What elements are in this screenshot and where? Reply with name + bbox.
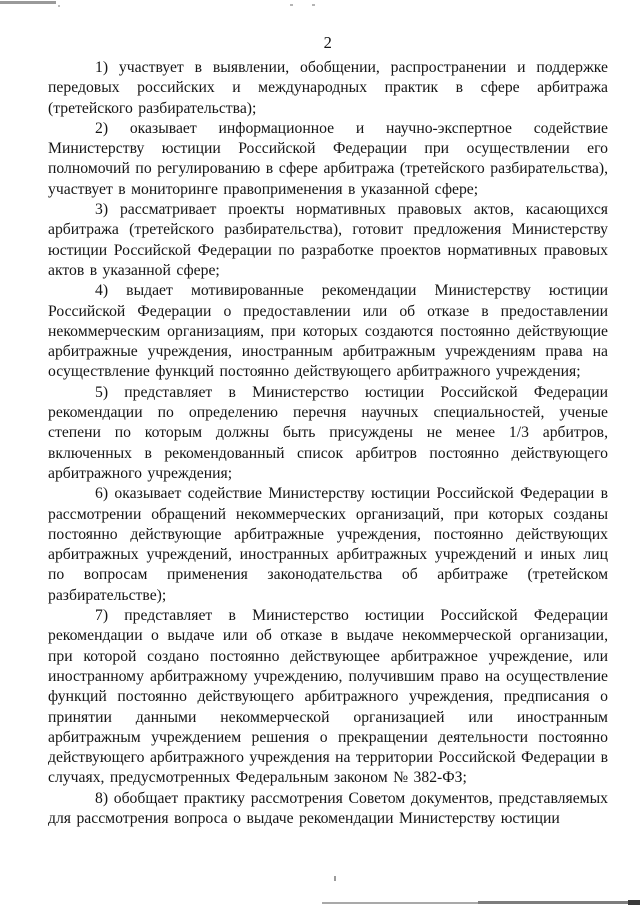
paragraph-item-7: 7) представляет в Министерство юстиции Российской Федерации рекомендации о выдаче или об отказе в выдаче некоммерческой организации, при которой создано постоянно действующее арбитражное учреждение, или иностранному арбитражному учреждению, получившим право на осуществление функций постоянно действующего арбитражного учреждения, предписания о принятии данными некоммерческой организацией или иностранным арбитражным учреждением решения о прекращении деятельности постоянно действующего арбитражного учреждения на территории Российской Федерации в случаях, предусмотренных Федеральным законом № 382-ФЗ; [48,607,608,787]
scan-artifact-bottom-line-dark [478,901,640,904]
scan-artifact-dot [312,4,315,6]
scan-artifact-dot [290,4,293,6]
document-body [48,58,608,829]
scan-artifact-dot [58,5,60,7]
paragraph-item-3: 3) рассматривает проекты нормативных правовых актов, касающихся арбитража (третейского разбирательства), готовит предложения Министерству юстиции Российской Федерации по разработке проектов нормативных правовых актов в указанной сфере; [48,201,608,279]
scan-artifact-bottom-corner [628,900,640,905]
page-number: 2 [323,33,333,52]
paragraph-item-2: 2) оказывает информационное и научно-экспертное содействие Министерству юстиции Российской Федерации при осуществлении его полномочий по регулированию в сфере арбитража (третейского разбирательства), участвует в мониторинге правоприменения в указанной сфере; [48,119,608,198]
paragraph-item-6: 6) оказывает содействие Министерству юстиции Российской Федерации в рассмотрении обращений некоммерческих организаций, при которых созданы постоянно действующие арбитражные учреждения, постоянно действующих арбитражных учреждений, иностранных арбитражных учреждений и иных лиц по вопросам применения законодательства об арбитраже (третейском разбирательстве); [48,485,608,604]
scan-artifact-top-left-line [0,1,56,4]
scan-artifact-bottom-line [322,902,640,904]
paragraph-item-4: 4) выдает мотивированные рекомендации Министерству юстиции Российской Федерации о предоставлении или об отказе в предоставлении некоммерческим организациям, при которых создаются постоянно действующие арбитражные учреждения, иностранным арбитражным учреждениям права на осуществление функций постоянно действующего арбитражного учреждения; [48,282,608,381]
paragraph-item-1: 1) участвует в выявлении, обобщении, распространении и поддержке передовых российских и международных практик в сфере арбитража (третейского разбирательства); [48,59,608,117]
paragraph-item-5: 5) представляет в Министерство юстиции Российской Федерации рекомендации по определению перечня научных специальностей, ученые степени по которым должны быть присуждены не менее 1/3 арбитров, включенных в рекомендованный список арбитров постоянно действующего арбитражного учреждения; [48,383,608,482]
paragraph-item-8: 8) обобщает практику рассмотрения Советом документов, представляемых для рассмотрения вопроса о выдаче рекомендации Министерству юстиции [48,789,608,827]
scan-artifact-tick [334,876,336,881]
